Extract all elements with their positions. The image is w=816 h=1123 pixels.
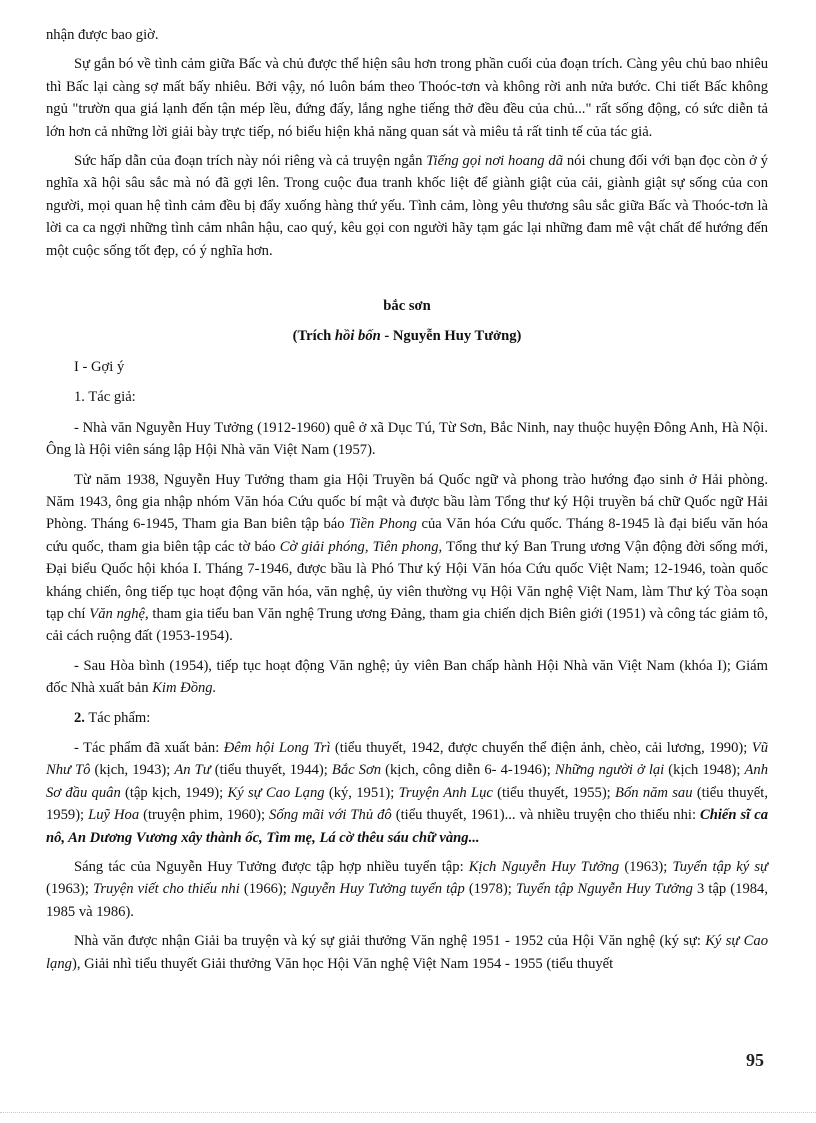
paragraph-4: Từ năm 1938, Nguyễn Huy Tưởng tham gia Hội Truyền bá Quốc ngữ và phong trào hướng đạo sinh ở Hải phòng. Năm 1943, ông gia nhập nhóm Văn hóa Cứu quốc bí mật và được bầu làm Tổng thư ký Hội truyền bá chữ Quốc ngữ Hải Phòng. Tháng 6-1945, Tham gia Ban biên tập báo Tiền Phong của Văn hóa Cứu quốc. Tháng 8-1945 là đại biểu văn hóa cứu quốc, tham gia biên tập các tờ báo Cờ giải phóng, Tiên phong, Tổng thư ký Ban Trung ương Vận động đời sống mới, Đại biểu Quốc hội khóa I. Tháng 7-1946, được bầu là Phó Thư ký Hội Văn hóa Cứu quốc Việt Nam; 12-1946, toàn quốc kháng chiến, ông tiếp tục hoạt động văn hóa, văn nghệ, ủy viên thường vụ Hội Văn nghệ Việt Nam, làm Thư ký Tòa soạn tạp chí Văn nghệ, tham gia tiểu ban Văn nghệ Trung ương Đảng, tham gia chiến dịch Biên giới (1951) và công tác giảm tô, cải cách ruộng đất (1953-1954). xyxy=(46,471,769,645)
paragraph-1: Sự gắn bó về tình cảm giữa Bấc và chủ được thể hiện sâu hơn trong phần cuối của đoạn trích. Càng yêu chủ bao nhiêu thì Bấc lại càng sợ mất bấy nhiêu. Bởi vậy, nó luôn bám theo Thoóc-tơn và không rời anh nửa bước. Chi tiết Bấc không ngủ "trườn qua giá lạnh đến tận mép lều, đứng đấy, lắng nghe tiếng thở đều đều của chủ..." rất sống động, có sức diễn tả lớn hơn cả những lời giải bày trực tiếp, nó biểu hiện khả năng quan sát và miêu tả rất tinh tế của tác giả. xyxy=(46,56,768,140)
paragraph-8: Nhà văn được nhận Giải ba truyện và ký sự giải thưởng Văn nghệ 1951 - 1952 của Hội Văn nghệ (ký sự: Ký sự Cao lạng), Giải nhì tiểu thuyết Giải thưởng Văn học Hội Văn nghệ Việt Nam 1954 - 1955 (tiểu thuyết xyxy=(46,933,768,972)
paragraph-intro: nhận được bao giờ. xyxy=(46,27,159,43)
paragraph-2: Sức hấp dẫn của đoạn trích này nói riêng và cả truyện ngắn Tiếng gọi nơi hoang dã nói chung đối với bạn đọc còn ở ý nghĩa xã hội sâu sắc mà nó đã gợi lên. Trong cuộc đua tranh khốc liệt để giành giật của cải, giành giật sự sống của con người, mọi quan hệ tình cảm đều bị đẩy xuống hàng thứ yếu. Tình cảm, lòng yêu thương sâu sắc giữa Bấc và Thoóc-tơn là lời ca ca ngợi những tình cảm nhân hậu, cao quý, kêu gọi con người hãy tạm gác lại những đam mê vật chất để hướng đến một cuộc sống tốt đẹp, có ý nghĩa hơn. xyxy=(46,153,768,259)
page-bottom-divider xyxy=(0,1112,816,1113)
heading-tac-gia: 1. Tác giả: xyxy=(74,389,136,406)
document-page xyxy=(46,24,768,982)
paragraph-6: - Tác phẩm đã xuất bản: Đêm hội Long Trì (tiểu thuyết, 1942, được chuyển thể điện ảnh, chèo, cải lương, 1990); Vũ Như Tô (kịch, 1943); An Tư (tiểu thuyết, 1944); Bắc Sơn (kịch, công diễn 6- 4-1946); Những người ở lại (kịch 1948); Anh Sơ đầu quân (tập kịch, 1949); Ký sự Cao Lạng (ký, 1951); Truyện Anh Lục (tiểu thuyết, 1955); Bốn năm sau (tiểu thuyết, 1959); Luỹ Hoa (truyện phim, 1960); Sống mãi với Thủ đô (tiểu thuyết, 1961)... và nhiều truyện cho thiếu nhi: Chiến sĩ ca nô, An Dương Vương xây thành ốc, Tìm mẹ, Lá cờ thêu sáu chữ vàng... xyxy=(46,739,768,846)
section-subtitle: (Trích hồi bốn - Nguyễn Huy Tưởng) xyxy=(292,328,522,345)
paragraph-3: - Nhà văn Nguyễn Huy Tưởng (1912-1960) quê ở xã Dục Tú, Từ Sơn, Bắc Ninh, nay thuộc huyện Đông Anh, Hà Nội. Ông là Hội viên sáng lập Hội Nhà văn Việt Nam (1957). xyxy=(46,419,768,459)
page-number: 95 xyxy=(746,1050,764,1070)
heading-goi-y: I - Gợi ý xyxy=(74,358,125,375)
section-title: bắc sơn xyxy=(383,298,431,315)
paragraph-5: - Sau Hòa bình (1954), tiếp tục hoạt động Văn nghệ; ủy viên Ban chấp hành Hội Nhà văn Việt Nam (khóa I); Giám đốc Nhà xuất bản Kim Đồng. xyxy=(46,657,768,697)
heading-tac-pham: 2. Tác phẩm: xyxy=(74,709,151,726)
paragraph-7: Sáng tác của Nguyễn Huy Tưởng được tập hợp nhiều tuyển tập: Kịch Nguyễn Huy Tưởng (1963); Tuyển tập ký sự (1963); Truyện viết cho thiếu nhi (1966); Nguyễn Huy Tưởng tuyển tập (1978); Tuyển tập Nguyễn Huy Tưởng 3 tập (1984, 1985 và 1986). xyxy=(46,859,769,920)
